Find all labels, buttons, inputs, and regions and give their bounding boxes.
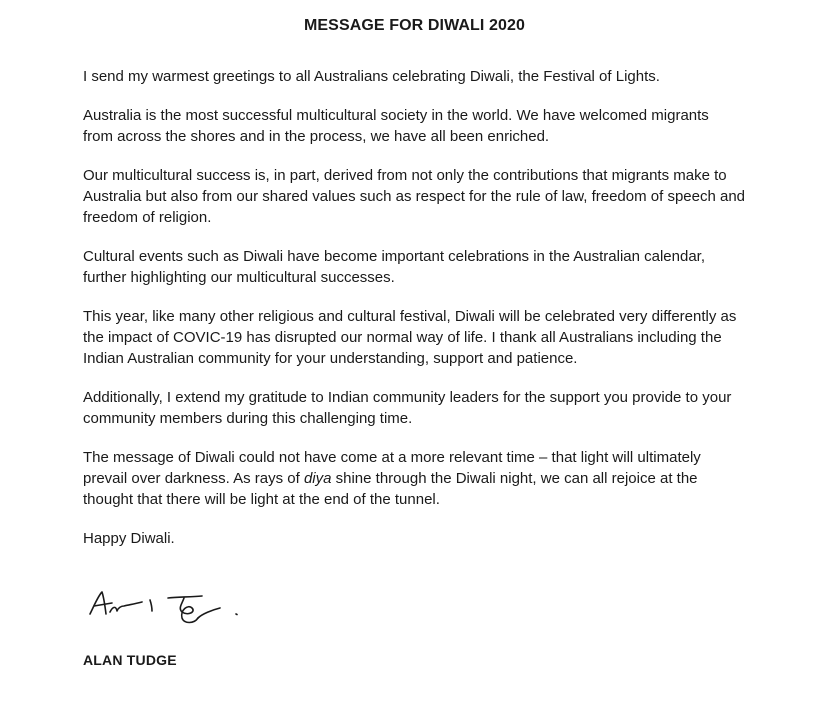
text-line: thought that there will be light at the end of the tunnel. bbox=[83, 491, 440, 508]
letter-body bbox=[83, 66, 803, 567]
text-line: from across the shores and in the process, we have all been enriched. bbox=[83, 128, 550, 145]
text-line: community members during this challenging time. bbox=[83, 410, 413, 427]
text-segment: prevail over darkness. As rays of bbox=[83, 470, 304, 487]
paragraph-greeting bbox=[83, 66, 803, 87]
paragraph-closing bbox=[83, 528, 803, 549]
signatory-name: ALAN TUDGE bbox=[83, 652, 177, 668]
text-line: freedom of religion. bbox=[83, 209, 212, 226]
paragraph-this-year bbox=[83, 306, 803, 369]
text-line: the impact of COVIC-19 has disrupted our normal way of life. I thank all Australians including the bbox=[83, 329, 722, 346]
text-line: I send my warmest greetings to all Australians celebrating Diwali, the Festival of Lights. bbox=[83, 68, 660, 85]
paragraph-multicultural-society bbox=[83, 105, 803, 147]
text-line-with-italic bbox=[83, 468, 803, 489]
text-line: Cultural events such as Diwali have become important celebrations in the Australian calendar, bbox=[83, 248, 706, 265]
text-segment: shine through the Diwali night, we can all rejoice at the bbox=[331, 470, 698, 487]
text-line: Indian Australian community for your understanding, support and patience. bbox=[83, 350, 578, 367]
paragraph-gratitude bbox=[83, 387, 803, 429]
paragraph-multicultural-success bbox=[83, 165, 803, 228]
document-title: MESSAGE FOR DIWALI 2020 bbox=[303, 17, 525, 34]
paragraph-message-of-diwali bbox=[83, 447, 803, 510]
text-line: Australia is the most successful multicultural society in the world. We have welcomed migrants bbox=[83, 107, 709, 124]
text-line: Australia but also from our shared values such as respect for the rule of law, freedom of speech and bbox=[83, 188, 746, 205]
text-line: This year, like many other religious and cultural festival, Diwali will be celebrated very differently as bbox=[83, 308, 737, 325]
text-line: Additionally, I extend my gratitude to Indian community leaders for the support you provide to your bbox=[83, 389, 732, 406]
text-line: further highlighting our multicultural successes. bbox=[83, 269, 395, 286]
text-line: Happy Diwali. bbox=[83, 530, 175, 547]
handwritten-signature-icon bbox=[86, 584, 256, 628]
paragraph-cultural-events bbox=[83, 246, 803, 288]
italic-word-diya: diya bbox=[303, 470, 332, 487]
text-line: Our multicultural success is, in part, derived from not only the contributions that migrants make to bbox=[83, 167, 727, 184]
text-line: The message of Diwali could not have come at a more relevant time – that light will ultimately bbox=[83, 449, 701, 466]
